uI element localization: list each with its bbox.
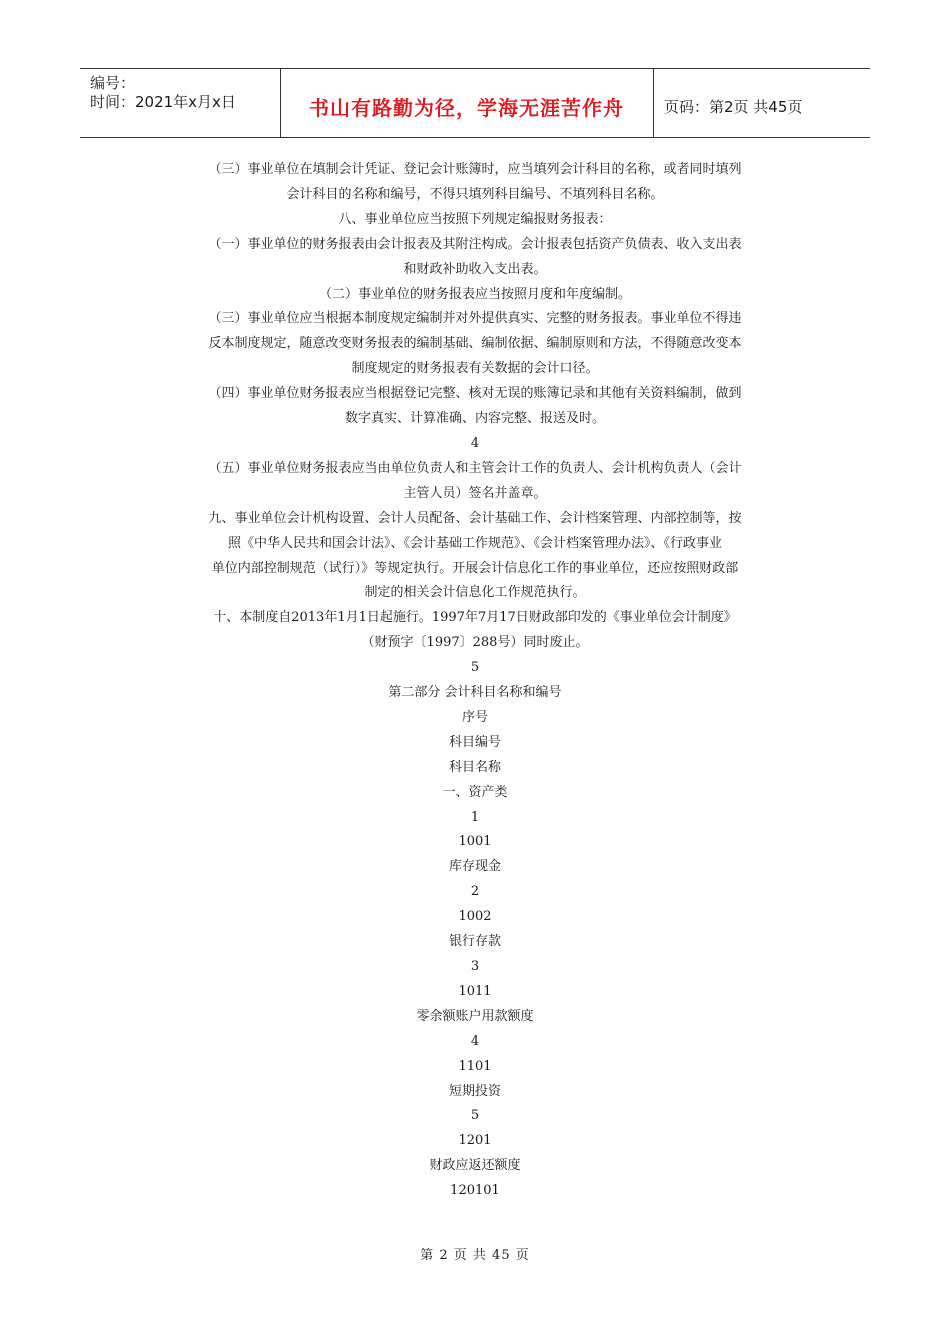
body-line: 科目名称 [448, 759, 501, 775]
body-line: 4 [470, 435, 480, 451]
header-motto: 书山有路勤为径，学海无涯苦作舟 [309, 95, 624, 120]
body-line: 1001 [458, 834, 492, 850]
header-right-cell [654, 69, 870, 137]
body-line: （三）事业单位在填制会计凭证、登记会计账簿时，应当填列会计科目的名称，或者同时填列 [208, 162, 742, 177]
body-line: （财预字〔1997〕288号）同时废止。 [361, 635, 589, 651]
body-line: 库存现金 [448, 859, 501, 875]
body-line: 照《中华人民共和国会计法》、《会计基础工作规范》、《会计档案管理办法》、《行政事业 [227, 535, 722, 551]
body-line: 数字真实、计算准确、内容完整、报送及时。 [344, 411, 605, 427]
body-line: 八、事业单位应当按照下列规定编报财务报表： [338, 211, 612, 227]
body-line: 1 [470, 809, 480, 825]
body-line: 3 [470, 959, 480, 974]
body-line: （二）事业单位的财务报表应当按照月度和年度编制。 [318, 286, 631, 302]
body-line: 科目编号 [448, 734, 501, 750]
body-line: 一、资产类 [442, 784, 508, 800]
document-number-label: 编号： [90, 74, 136, 92]
body-line: 单位内部控制规范（试行）》等规定执行。开展会计信息化工作的事业单位，还应按照财政部 [211, 560, 739, 576]
body-line: 1201 [458, 1133, 492, 1149]
body-line: 九、事业单位会计机构设置、会计人员配备、会计基础工作、会计档案管理、内部控制等，按 [208, 510, 742, 526]
body-line: （四）事业单位财务报表应当根据登记完整、核对无误的账簿记录和其他有关资料编制，做到 [208, 386, 742, 402]
body-line: （三）事业单位应当根据本制度规定编制并对外提供真实、完整的财务报表。事业单位不得违 [208, 311, 742, 327]
body-line: 序号 [461, 709, 488, 725]
page-footer: 第 2 页 共 45 页 [420, 1248, 530, 1263]
body-line: 120101 [450, 1183, 500, 1199]
body-line: 会计科目的名称和编号，不得只填列科目编号、不填列科目名称。 [286, 186, 664, 202]
page-header [80, 68, 870, 138]
document-time-label: 时间：2021年x月x日 [90, 93, 236, 111]
body-line: 1101 [458, 1058, 492, 1074]
header-page-code: 页码：第2页 共45页 [664, 97, 803, 116]
body-line: 制度规定的财务报表有关数据的会计口径。 [351, 361, 599, 377]
body-line: 2 [470, 884, 480, 900]
body-line: 反本制度规定，随意改变财务报表的编制基础、编制依据、编制原则和方法，不得随意改变本 [208, 336, 742, 352]
body-line: 第二部分 会计科目名称和编号 [388, 685, 562, 701]
body-line: 制定的相关会计信息化工作规范执行。 [364, 585, 586, 601]
body-line: 1011 [458, 983, 492, 999]
body-line: 银行存款 [448, 934, 501, 950]
body-line: （一）事业单位的财务报表由会计报表及其附注构成。会计报表包括资产负债表、收入支出表 [208, 236, 742, 252]
body-line: 财政应返还额度 [429, 1158, 521, 1174]
body-line: （五）事业单位财务报表应当由单位负责人和主管会计工作的负责人、会计机构负责人（会计 [208, 460, 742, 476]
header-middle-cell [280, 69, 654, 137]
body-line: 和财政补助收入支出表。 [403, 261, 547, 277]
body-line: 5 [470, 1108, 480, 1124]
body-line: 十、本制度自2013年1月1日起施行。1997年7月17日财政部印发的《事业单位会计制度》 [213, 610, 737, 626]
body-line: 短期投资 [448, 1083, 501, 1099]
body-line: 4 [470, 1033, 480, 1049]
body-line: 主管人员）签名并盖章。 [403, 485, 547, 501]
body-line: 5 [470, 660, 480, 676]
body-line: 零余额账户用款额度 [416, 1008, 534, 1024]
header-left-cell [80, 69, 281, 137]
document-body [170, 158, 780, 1204]
body-line: 1002 [458, 909, 492, 925]
